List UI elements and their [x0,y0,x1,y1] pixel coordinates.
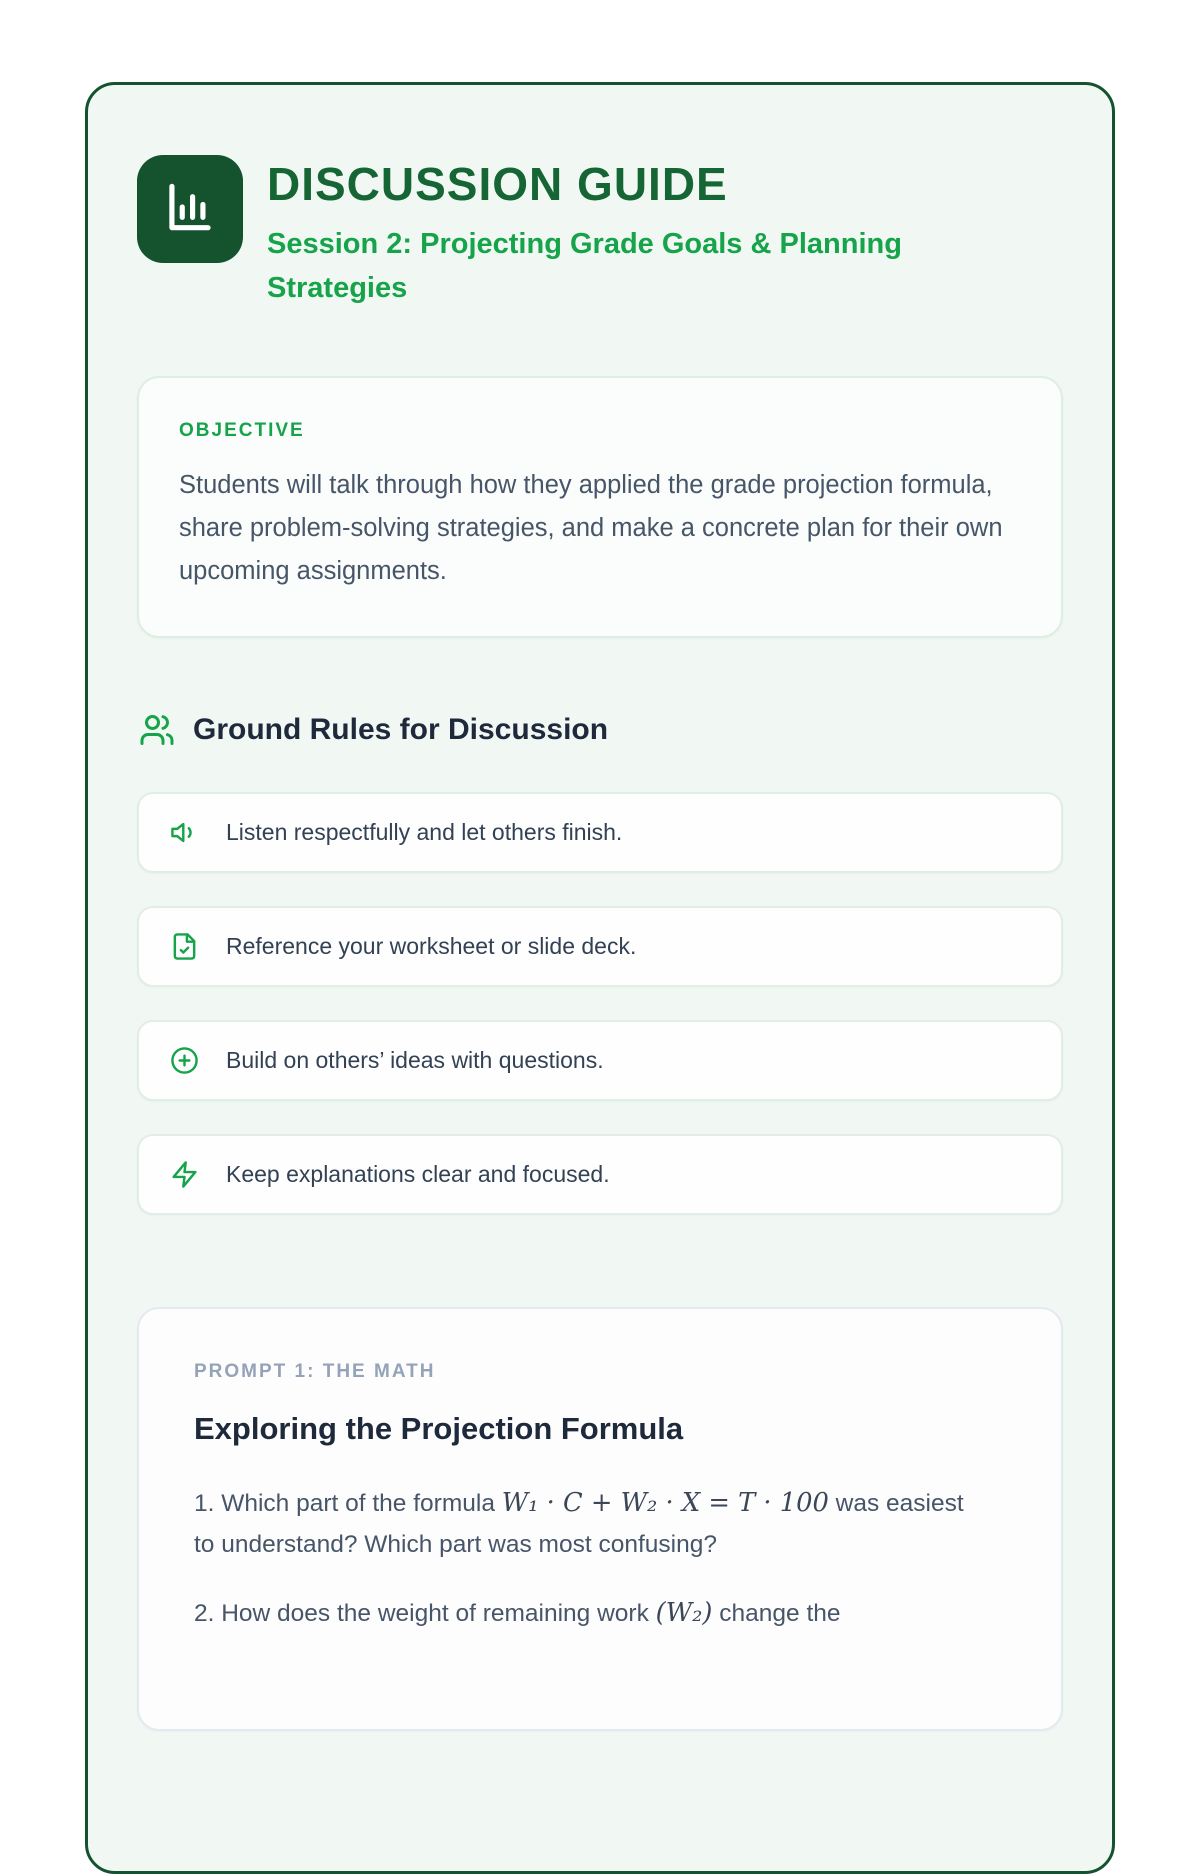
header-titles [267,155,967,310]
objective-box [137,376,1063,638]
page-subtitle: Session 2: Projecting Grade Goals & Planning Strategies [267,228,902,304]
file-check-icon [170,932,199,961]
bar-chart-icon [159,176,221,243]
ground-rules-title: Ground Rules for Discussion [193,713,609,747]
prompt-label: PROMPT 1: THE MATH [194,1361,436,1383]
formula: W₁ · C + W₂ · X = T · 100 [501,1488,829,1519]
question-text: was easiest to understand? Which part was most confusing? [194,1490,964,1559]
page-title: DISCUSSION GUIDE [267,158,728,210]
rule-card-reference [137,906,1063,987]
rule-text: Keep explanations clear and focused. [226,1161,610,1188]
question-text: 1. Which part of the formula [194,1490,502,1518]
guide-header [137,155,1063,310]
app-logo [137,155,243,263]
discussion-guide-card [85,82,1115,1874]
rule-card-listen [137,792,1063,873]
volume-icon [170,818,199,847]
rule-text: Listen respectfully and let others finish. [226,819,623,846]
objective-text: Students will talk through how they applied the grade projection formula, share problem-solving strategies, and make a concrete plan for their own upcoming assignments. [179,471,1003,585]
rule-text: Build on others’ ideas with questions. [226,1047,604,1074]
formula: (W₂) [655,1597,713,1628]
question-1 [194,1483,974,1564]
rule-card-clear [137,1134,1063,1215]
rule-text: Reference your worksheet or slide deck. [226,933,637,960]
question-2 [194,1593,974,1635]
users-icon [139,712,175,748]
zap-icon [170,1160,199,1189]
ground-rules-heading [139,712,1063,748]
question-text: change the [712,1599,841,1627]
objective-label: OBJECTIVE [179,420,305,441]
plus-circle-icon [170,1046,199,1075]
prompt-heading: Exploring the Projection Formula [194,1411,684,1447]
rule-card-build [137,1020,1063,1101]
question-text: 2. How does the weight of remaining work [194,1599,656,1627]
prompt-1-card [137,1307,1063,1731]
